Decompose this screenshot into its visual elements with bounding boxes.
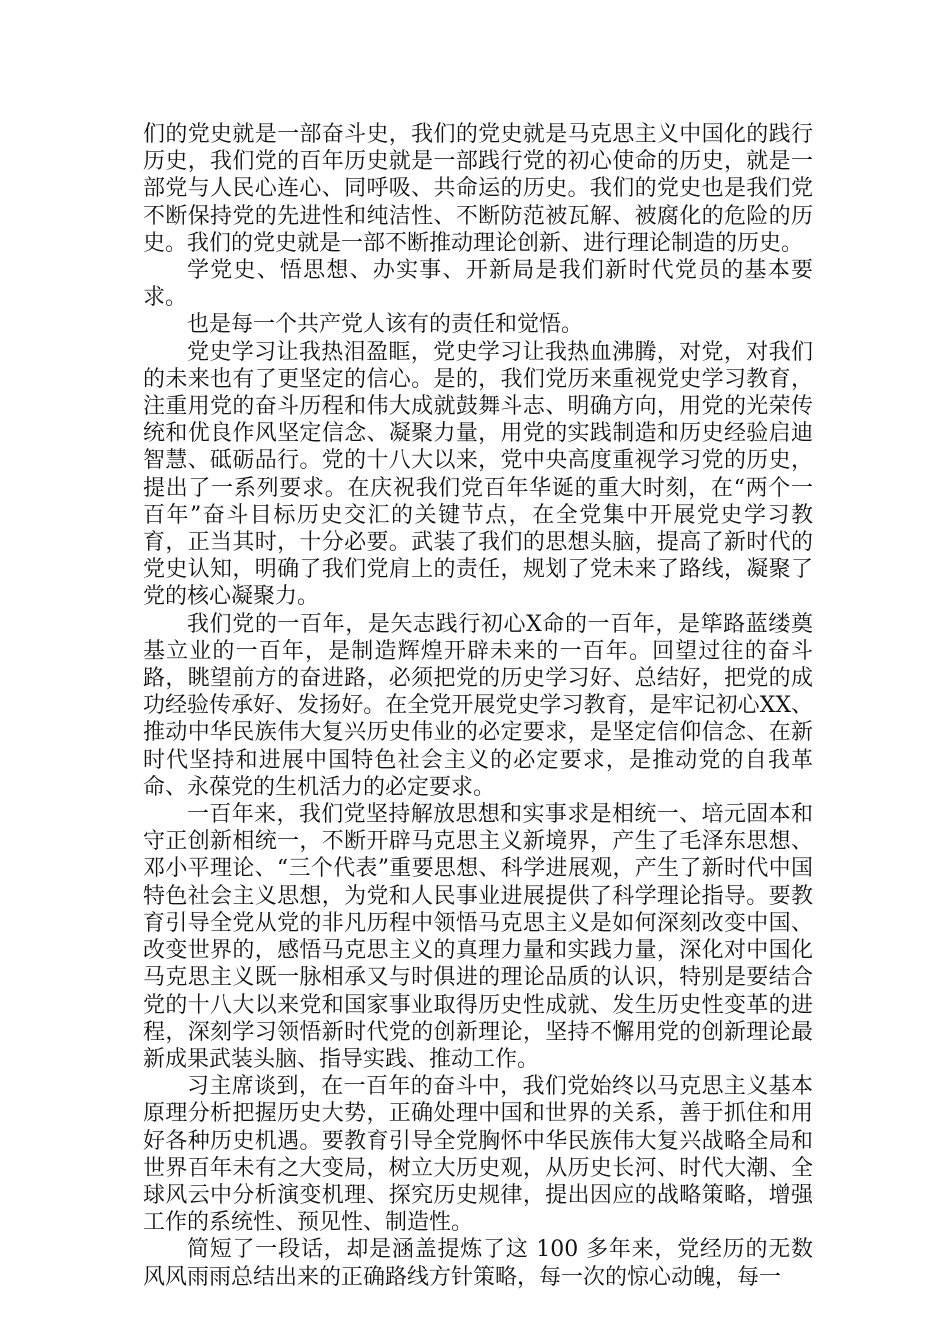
paragraph-6: 一百年来，我们党坚持解放思想和实事求是相统一、培元固本和守正创新相统一，不断开辟马克思主义新境界，产生了毛泽东思想、邓小平理论、“三个代表”重要思想、科学进展观，产生了新时代中国特色社会主义思想，为党和人民事业进展提供了科学理论指导。要教育引导全党从党的非凡历程中领悟马克思主义是如何深刻改变中国、改变世界的，感悟马克思主义的真理力量和实践力量，深化对中国化马克思主义既一脉相承又与时俱进的理论品质的认识，特别是要结合党的十八大以来党和国家事业取得历史性成就、发生历史性变革的进程，深刻学习领悟新时代党的创新理论，坚持不懈用党的创新理论最新成果武装头脑、指导实践、推动工作。 <box>143 802 813 1072</box>
paragraph-7: 习主席谈到，在一百年的奋斗中，我们党始终以马克思主义基本原理分析把握历史大势，正确处理中国和世界的关系，善于抓住和用好各种历史机遇。要教育引导全党胸怀中华民族伟大复兴战略全局和世界百年未有之大变局，树立大历史观，从历史长河、时代大潮、全球风云中分析演变机理、探究历史规律，提出因应的战略策略，增强工作的系统性、预见性、制造性。 <box>143 1074 813 1236</box>
paragraph-3: 也是每一个共产党人该有的责任和觉悟。 <box>187 312 584 338</box>
document-page <box>143 121 813 1291</box>
paragraph-1: 们的党史就是一部奋斗史，我们的党史就是马克思主义中国化的践行历史，我们党的百年历史就是一部践行党的初心使命的历史，就是一部党与人民心连心、同呼吸、共命运的历史。我们的党史也是我们党不断保持党的先进性和纯洁性、不断防范被瓦解、被腐化的危险的历史。我们的党史就是一部不断推动理论创新、进行理论制造的历史。 <box>143 122 813 256</box>
paragraph-4: 党史学习让我热泪盈眶，党史学习让我热血沸腾，对党，对我们的未来也有了更坚定的信心。是的，我们党历来重视党史学习教育，注重用党的奋斗历程和伟大成就鼓舞斗志、明确方向，用党的光荣传统和优良作风坚定信念、凝聚力量，用党的实践制造和历史经验启迪智慧、砥砺品行。党的十八大以来，党中央高度重视学习党的历史，提出了一系列要求。在庆祝我们党百年华诞的重大时刻，在“两个一百年”奋斗目标历史交汇的关键节点，在全党集中开展党史学习教育，正当其时，十分必要。武装了我们的思想头脑，提高了新时代的党史认知，明确了我们党肩上的责任，规划了党未来了路线，凝聚了党的核心凝聚力。 <box>143 339 813 610</box>
paragraph-2: 学党史、悟思想、办实事、开新局是我们新时代党员的基本要求。 <box>143 258 813 311</box>
paragraph-8: 简短了一段话，却是涵盖提炼了这 100 多年来，党经历的无数风风雨雨总结出来的正确路线方针策略，每一次的惊心动魄，每一 <box>143 1237 813 1290</box>
paragraph-5: 我们党的一百年，是矢志践行初心X命的一百年，是筚路蓝缕奠基立业的一百年，是制造辉煌开辟未来的一百年。回望过往的奋斗路，眺望前方的奋进路，必须把党的历史学习好、总结好，把党的成功经验传承好、发扬好。在全党开展党史学习教育，是牢记初心XX、推动中华民族伟大复兴历史伟业的必定要求，是坚定信仰信念、在新时代坚持和进展中国特色社会主义的必定要求，是推动党的自我革命、永葆党的生机活力的必定要求。 <box>143 611 813 800</box>
